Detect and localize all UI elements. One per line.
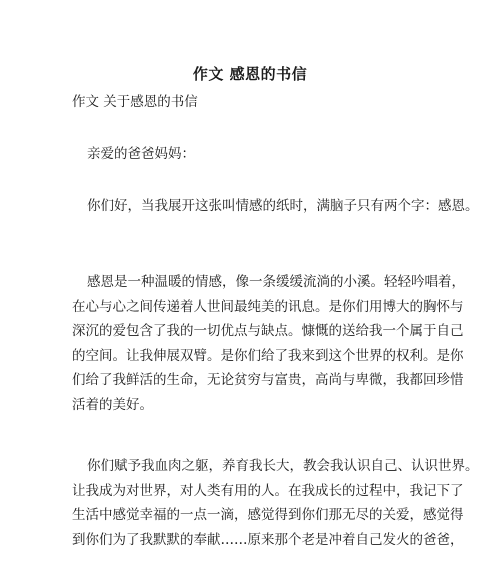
body-paragraph-2 bbox=[72, 454, 479, 552]
paragraph-line: 们给了我鲜活的生命，无论贫穷与富贵，高尚与卑微，我都回珍惜 bbox=[72, 372, 464, 388]
paragraph-line: 深沉的爱包含了我的一切优点与缺点。慷慨的送给我一个属于自己 bbox=[72, 323, 464, 339]
document-subtitle: 作文 关于感恩的书信 bbox=[72, 94, 198, 110]
intro-paragraph: 你们好，当我展开这张叫情感的纸时，满脑子只有两个字：感恩。 bbox=[87, 198, 479, 214]
paragraph-line: 到你们为了我默默的奉献……原来那个老是冲着自己发火的爸爸， bbox=[72, 531, 464, 548]
paragraph-line: 的空间。让我伸展双臂。是你们给了我来到这个世界的权利。是你 bbox=[72, 347, 464, 364]
paragraph-line: 在心与心之间传递着人世间最纯美的讯息。是你们用博大的胸怀与 bbox=[72, 298, 464, 315]
paragraph-line: 你们赋予我血肉之躯，养育我长大，教会我认识自己、认识世界。 bbox=[87, 458, 479, 474]
document-title: 作文 感恩的书信 bbox=[192, 65, 308, 83]
paragraph-line: 活着的美好。 bbox=[72, 396, 153, 413]
paragraph-line: 生活中感觉幸福的一点一滴，感觉得到你们那无尽的关爱，感觉得 bbox=[72, 507, 464, 523]
paragraph-line: 让我成为对世界，对人类有用的人。在我成长的过程中，我记下了 bbox=[72, 482, 464, 499]
paragraph-line: 感恩是一种温暖的情感，像一条缓缓流淌的小溪。轻轻吟唱着， bbox=[87, 274, 465, 290]
letter-salutation: 亲爱的爸爸妈妈： bbox=[87, 146, 195, 162]
body-paragraph-1 bbox=[72, 270, 465, 417]
